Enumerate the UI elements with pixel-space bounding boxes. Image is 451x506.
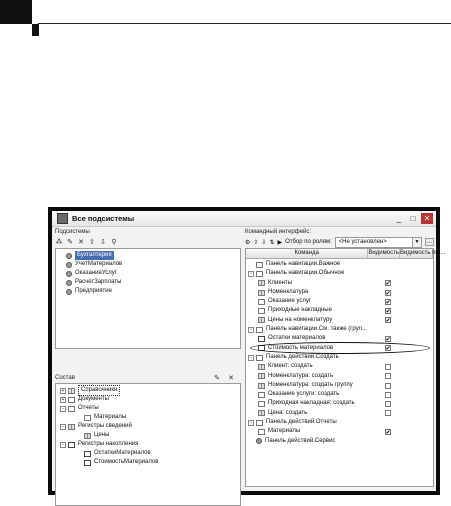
visibility-by-role-cell (401, 353, 433, 362)
content-item[interactable] (60, 449, 240, 458)
command-label: Панель действий.Создать (266, 353, 339, 360)
command-label: Номенклатура: создать (268, 372, 334, 379)
doc-icon (256, 262, 263, 268)
command-row[interactable] (246, 418, 433, 427)
tbl-icon (258, 290, 265, 296)
subsystems-toolbar (55, 236, 241, 248)
role-filter-select[interactable] (335, 237, 422, 248)
command-name-cell (246, 437, 369, 446)
command-label: Панель навигации.См. также (груп... (266, 326, 367, 333)
content-tree[interactable] (55, 383, 241, 506)
visibility-by-role-cell (402, 409, 433, 418)
command-row[interactable] (246, 409, 433, 418)
doc-icon (258, 429, 265, 435)
subsystems-label: Подсистемы (55, 229, 90, 235)
doc-icon (256, 271, 263, 277)
visibility-cell (373, 279, 403, 288)
visibility-checkbox[interactable]: ✔ (385, 309, 391, 316)
visibility-by-role-cell (401, 269, 433, 278)
corner-tab-decoration (32, 24, 39, 36)
visibility-cell (373, 372, 403, 381)
visibility-checkbox[interactable]: ✔ (385, 429, 391, 436)
command-label: Панель навигации.Важное (266, 261, 341, 267)
subsystem-item[interactable] (66, 269, 240, 278)
command-name-cell (246, 427, 373, 436)
command-label: Приходные накладные (268, 307, 332, 314)
grid-icon (84, 451, 91, 457)
content-label: Справочники (78, 385, 120, 396)
minimize-button[interactable]: _ (396, 214, 402, 223)
corner-decoration (0, 0, 32, 24)
command-name-cell (246, 399, 373, 408)
doc-icon (258, 299, 265, 305)
visibility-by-role-cell (402, 316, 433, 325)
window-title: Все подсистемы (72, 214, 135, 223)
visibility-checkbox[interactable] (385, 410, 391, 416)
move-up-icon[interactable]: ⇧ (253, 239, 259, 246)
command-name-cell (246, 362, 373, 371)
command-name-cell (246, 306, 373, 315)
visibility-cell (373, 409, 403, 418)
all-subsystems-window (48, 207, 446, 495)
subsystem-icon (66, 262, 72, 268)
delete-icon[interactable]: ✕ (228, 374, 234, 382)
content-item[interactable] (60, 404, 240, 413)
doc-icon (256, 327, 263, 333)
tbl-icon (258, 373, 265, 379)
pencil-icon[interactable]: ✎ (214, 374, 220, 382)
command-name-cell (246, 372, 373, 381)
subsystems-icon[interactable]: ⁂ (55, 239, 63, 246)
visibility-by-role-cell (401, 260, 433, 269)
visibility-cell (373, 362, 403, 371)
subsystem-label: ОказаниеУслуг (75, 270, 117, 276)
subsystem-item[interactable] (66, 251, 240, 260)
visibility-cell (369, 260, 400, 269)
subsystem-icon (66, 253, 72, 259)
subsystem-label: РасчетЗарплаты (75, 279, 122, 285)
command-name-cell (246, 353, 369, 362)
visibility-cell (373, 399, 403, 408)
command-row[interactable] (246, 316, 433, 325)
tbl-icon (68, 424, 75, 430)
command-name-cell (246, 279, 373, 288)
command-name-cell (246, 390, 373, 399)
content-item[interactable] (60, 431, 240, 440)
window-app-icon (57, 213, 68, 224)
content-label: Состав (55, 374, 75, 381)
visibility-checkbox[interactable] (385, 373, 391, 379)
filter-icon[interactable]: ⚙ (245, 239, 251, 246)
collapse-icon[interactable]: - (60, 424, 66, 430)
play-icon[interactable]: ▶ (277, 239, 283, 246)
visibility-by-role-cell (401, 418, 433, 427)
doc-icon (258, 308, 265, 314)
visibility-cell (373, 427, 403, 436)
command-toolbar (245, 236, 434, 248)
column-command[interactable]: Команда (246, 249, 368, 258)
visibility-cell (369, 325, 400, 334)
command-row[interactable] (246, 437, 433, 446)
command-name-cell (246, 325, 369, 334)
command-row[interactable] (246, 381, 433, 390)
command-row[interactable] (246, 269, 433, 278)
command-table-header (246, 249, 446, 259)
command-label: Стоимость материалов (268, 344, 334, 351)
command-label: Клиенты (268, 279, 293, 286)
tbl-icon (258, 317, 265, 323)
command-label: Оказание услуг (268, 298, 312, 305)
subsystem-item[interactable] (66, 260, 240, 269)
command-interface-label: Командный интерфейс: (245, 229, 312, 235)
tbl-icon (258, 383, 265, 389)
command-label: Цены на номенклатуру (268, 316, 333, 323)
visibility-checkbox[interactable]: ✔ (385, 337, 391, 344)
visibility-cell (373, 306, 403, 315)
more-button[interactable]: ... (426, 239, 432, 245)
subsystem-label: Бухгалтерия (77, 252, 112, 258)
command-name-cell (246, 316, 373, 325)
subsystem-icon (66, 271, 72, 277)
doc-icon (258, 401, 265, 407)
command-name-cell (246, 297, 373, 306)
subsystem-icon (66, 280, 72, 286)
content-item[interactable] (60, 440, 240, 449)
window-titlebar (52, 211, 436, 227)
visibility-by-role-cell (402, 399, 433, 408)
content-label: Регистры сведений (78, 423, 132, 429)
visibility-cell (373, 390, 403, 399)
visibility-checkbox[interactable]: ✔ (385, 281, 391, 288)
visibility-by-role-cell (402, 297, 433, 306)
visibility-by-role-cell (402, 279, 433, 288)
visibility-checkbox[interactable] (385, 401, 391, 407)
visibility-by-role-cell (402, 381, 433, 390)
subsystem-item[interactable] (66, 287, 240, 296)
content-label: Документы (78, 396, 109, 402)
visibility-checkbox[interactable] (385, 392, 391, 398)
command-label: Панель действий.Сервис (265, 437, 336, 444)
right-pane (245, 228, 446, 487)
left-pane (55, 228, 241, 506)
maximize-button[interactable]: □ (410, 214, 416, 223)
subsystem-label: Предприятие (75, 288, 112, 294)
visibility-cell (373, 297, 403, 306)
content-item[interactable] (60, 413, 240, 422)
command-row[interactable] (246, 306, 433, 315)
collapse-icon[interactable]: - (248, 420, 254, 426)
sort-icon[interactable]: ⇅ (269, 239, 275, 246)
command-name-cell (246, 288, 373, 297)
command-row[interactable] (246, 353, 433, 362)
visibility-by-role-cell (402, 334, 433, 343)
tbl-icon (68, 388, 75, 394)
content-label: Материалы (94, 414, 127, 420)
close-button[interactable]: ✕ (421, 213, 433, 224)
grid-icon (84, 460, 91, 466)
tbl-icon (258, 280, 265, 286)
content-item[interactable] (60, 395, 240, 404)
move-down-icon[interactable]: ⇩ (261, 239, 267, 246)
content-item[interactable] (60, 386, 240, 395)
tbl-icon (258, 364, 265, 370)
content-label: СтоимостьМатериалов (94, 459, 159, 465)
command-row[interactable] (246, 297, 433, 306)
column-visibility-by-role[interactable]: Видимость по ... (400, 250, 446, 256)
visibility-checkbox[interactable] (385, 364, 391, 370)
subsystem-label: УчетМатериалов (75, 261, 123, 267)
command-label: Панель действий.Отчеты (266, 419, 337, 426)
visibility-by-role-cell (402, 288, 433, 297)
doc-icon (256, 420, 263, 426)
command-row[interactable] (246, 325, 433, 334)
visibility-cell (369, 269, 400, 278)
collapse-icon[interactable]: - (248, 271, 254, 277)
content-label: Цены (94, 432, 110, 438)
content-item[interactable] (60, 422, 240, 431)
command-label: Остатки материалов (268, 335, 326, 342)
command-name-cell (246, 409, 373, 418)
command-label: Панель навигации.Обычное (266, 270, 345, 277)
visibility-by-role-cell (401, 437, 433, 446)
doc-icon (84, 415, 91, 421)
command-label: Номенклатура (268, 288, 309, 295)
visibility-checkbox[interactable]: ✔ (385, 318, 391, 325)
doc-icon (68, 406, 75, 412)
visibility-by-role-cell (402, 306, 433, 315)
command-name-cell (246, 269, 369, 278)
collapse-icon[interactable]: - (248, 355, 254, 361)
command-row[interactable] (246, 362, 433, 371)
command-row[interactable] (246, 288, 433, 297)
delete-icon[interactable]: ✕ (78, 239, 84, 246)
collapse-icon[interactable]: - (248, 327, 254, 333)
command-row[interactable] (246, 427, 433, 436)
tbl-icon (258, 410, 265, 416)
link-icon[interactable]: ⚲ (111, 239, 117, 246)
visibility-checkbox[interactable]: ✔ (385, 346, 391, 353)
command-row[interactable] (246, 260, 433, 269)
collapse-icon[interactable]: - (60, 442, 66, 448)
command-row[interactable] (246, 279, 433, 288)
subsystem-item[interactable] (66, 278, 240, 287)
command-label: Номенклатура: создать группу (268, 381, 353, 388)
visibility-cell (369, 437, 400, 446)
visibility-cell (373, 316, 403, 325)
command-label: Цена: создать (268, 409, 308, 416)
doc-icon (256, 355, 263, 361)
command-name-cell (246, 418, 369, 427)
command-table (245, 248, 446, 487)
subsystems-tree[interactable] (55, 248, 241, 349)
doc-icon (258, 392, 265, 398)
visibility-checkbox[interactable] (385, 383, 391, 389)
move-up-icon[interactable]: ⇧ (89, 239, 95, 246)
visibility-checkbox[interactable]: ✔ (385, 290, 391, 297)
visibility-cell (369, 353, 400, 362)
grid-icon (258, 336, 265, 342)
pencil-icon[interactable]: ✎ (67, 239, 73, 246)
page-rule (38, 23, 451, 24)
subsystem-icon (66, 289, 72, 295)
visibility-cell (373, 381, 403, 390)
collapse-icon[interactable]: - (60, 406, 66, 412)
people-icon (256, 438, 262, 444)
grid-icon (68, 442, 75, 448)
column-visibility[interactable]: Видимость (368, 250, 399, 256)
visibility-by-role-cell (402, 372, 433, 381)
content-label: Регистры накопления (78, 441, 139, 447)
visibility-by-role-cell (402, 390, 433, 399)
role-filter-value: <Не установлен> (338, 238, 387, 245)
visibility-by-role-cell (401, 325, 433, 334)
visibility-by-role-cell (402, 362, 433, 371)
visibility-cell (373, 288, 403, 297)
command-name-cell (246, 381, 373, 390)
command-label: Приходная накладная: создать (268, 400, 355, 407)
tbl-icon (84, 433, 91, 439)
command-label: Клиент: создать (268, 363, 313, 370)
visibility-cell (369, 418, 400, 427)
content-label: Отчеты (78, 405, 99, 411)
command-row[interactable] (246, 390, 433, 399)
doc-icon (68, 397, 75, 403)
chevron-down-icon[interactable]: ▼ (412, 238, 421, 247)
command-name-cell (246, 260, 369, 269)
command-row[interactable] (246, 372, 433, 381)
expand-icon[interactable]: + (61, 396, 65, 403)
filter-label: Отбор по ролям: (285, 239, 332, 245)
content-label: ОстаткиМатериалов (94, 450, 151, 456)
command-label: Оказание услуги: создать (268, 391, 340, 398)
move-down-icon[interactable]: ⇩ (100, 239, 106, 246)
visibility-by-role-cell (402, 427, 433, 436)
command-row[interactable] (246, 399, 433, 408)
visibility-checkbox[interactable]: ✔ (385, 299, 391, 306)
command-label: Материалы (268, 428, 301, 435)
expand-icon[interactable]: + (61, 387, 65, 394)
content-item[interactable] (60, 458, 240, 467)
